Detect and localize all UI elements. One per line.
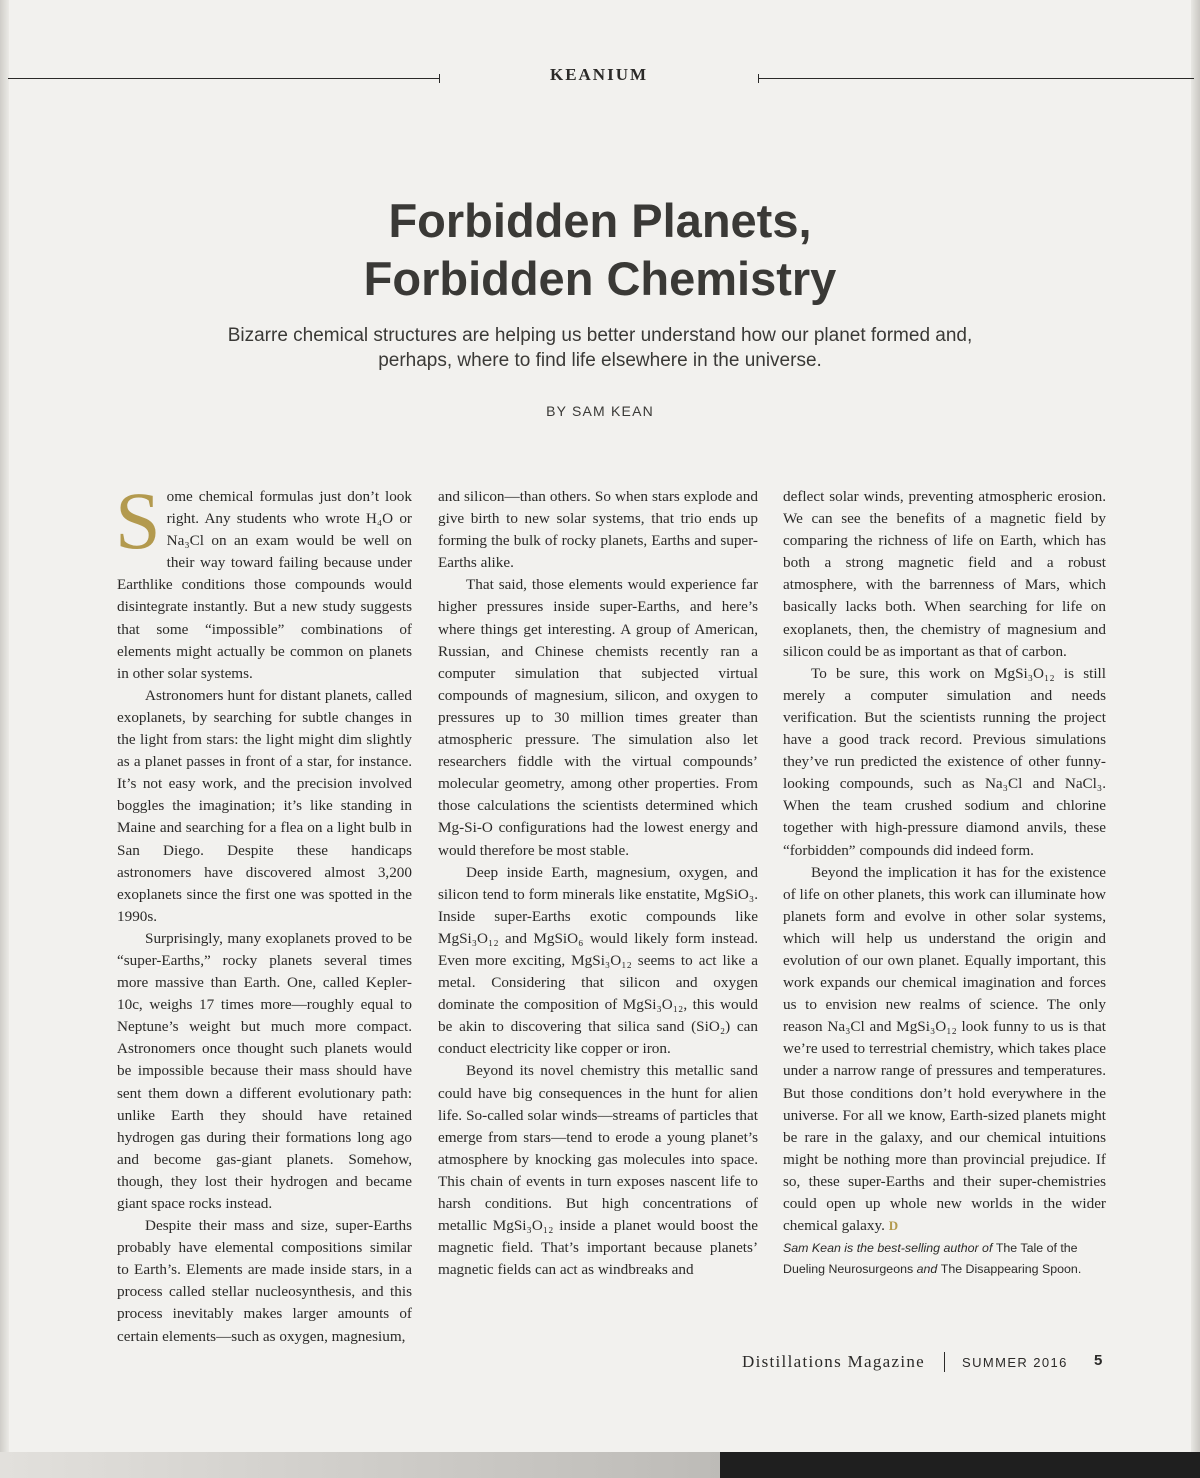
- footer-separator: [944, 1352, 945, 1372]
- paragraph: Beyond its novel chemistry this metallic sand could have big consequences in the hunt for alien life. So-called solar winds—streams of particles that emerge from stars—tend to erode a young planet’s atmosphere by knocking gas molecules into space. This chain of events in turn exposes nascent life to harsh conditions. But high concentrations of metallic MgSi₃O₁₂ inside a planet would boost the magnetic field. That’s important because planets’ magnetic fields can act as windbreaks and: [438, 1062, 758, 1279]
- header-rule-right: [758, 78, 1194, 79]
- paragraph: To be sure, this work on MgSi₃O₁₂ is still merely a computer simulation and needs verification. But the scientists running the project have a good track record. Previous simulations they’ve run predicted the existence of other funny-looking compounds, such as Na₃Cl and NaCl₃. When the team crushed sodium and chlorine together with high-pressure diamond anvils, these “forbidden” compounds did indeed form.: [783, 664, 1106, 859]
- footer-magazine: Distillations Magazine: [742, 1352, 925, 1371]
- article-title: [200, 192, 1000, 308]
- paragraph: Despite their mass and size, super-Earths probably have elemental compositions similar to Earth’s. Elements are made inside stars, in a process called stellar nucleosynthesis, and this process inevitably makes larger amounts of certain elements—such as oxygen, magnesium,: [117, 1217, 412, 1345]
- paragraph: Some chemical formulas just don’t look right. Any students who wrote H₄O or Na₃Cl on an exam would be well on their way toward failing because under Earthlike conditions those compounds would disintegrate instantly. But a new study suggests that some “impossible” combinations of elements might actually be common on planets in other solar systems.: [115, 475, 412, 682]
- column-3: [783, 486, 1106, 1280]
- paragraph: Surprisingly, many exoplanets proved to be “super-Earths,” rocky planets several times more massive than Earth. One, called Kepler-10c, weighs 17 times more—roughly equal to Neptune’s weight but much more compact. Astronomers once thought such planets would be impossible because their mass should have sent them down a different evolutionary path: unlike Earth they should have retained hydrogen gas during their formations long ago and become gas-giant planets. Somehow, though, they lost their hydrogen and became giant space rocks instead.: [117, 929, 412, 1212]
- byline: BY SAM KEAN: [546, 403, 654, 419]
- page-edge: [0, 0, 9, 1478]
- page-number: 5: [1094, 1352, 1103, 1369]
- section-header: [8, 65, 1188, 95]
- title-line-2: Forbidden Chemistry: [363, 252, 837, 305]
- section-label: KEANIUM: [549, 65, 649, 84]
- page-edge-right: [1191, 0, 1200, 1478]
- paragraph: Deep inside Earth, magnesium, oxygen, and silicon tend to form minerals like enstatite, MgSiO₃. Inside super-Earths exotic compounds like MgSi₃O₁₂ and MgSiO₆ would likely form instead. Even more exciting, MgSi₃O₁₂ seems to act like a metal. Considering that silicon and oxygen dominate the composition of MgSi₃O₁₂, this would be akin to discovering that silica sand (SiO₂) can conduct electricity like copper or iron.: [438, 863, 758, 1058]
- title-line-1: Forbidden Planets,: [388, 194, 812, 247]
- footer-issue: SUMMER 2016: [962, 1355, 1068, 1370]
- end-mark-icon: D: [888, 1218, 899, 1234]
- header-rule-left: [8, 78, 440, 79]
- paragraph: and silicon—than others. So when stars explode and give birth to new solar systems, that trio ends up forming the bulk of rocky planets, Earths and super-Earths alike.: [438, 488, 758, 572]
- column-2: [438, 486, 758, 1281]
- paragraph: That said, those elements would experience far higher pressures inside super-Earths, and here’s where things get interesting. A group of American, Russian, and Chinese chemists recently ran a computer simulation that subjected virtual compounds of magnesium, silicon, and oxygen to pressures up to 30 million times greater than atmospheric pressure. The simulation also let researchers fiddle with the virtual compounds’ molecular geometry, among other properties. From those calculations the scientists determined which Mg-Si-O configurations had the lowest energy and would therefore be most stable.: [438, 576, 758, 859]
- author-bio: Sam Kean is the best-selling author of The Tale of the Dueling Neurosurgeons and The Disappearing Spoon.: [783, 1241, 1082, 1277]
- paragraph: deflect solar winds, preventing atmospheric erosion. We can see the benefits of a magnetic field by comparing the richness of life on Earth, which has both a strong magnetic field and a robust atmosphere, with the barrenness of Mars, which basically lacks both. When searching for life on exoplanets, then, the chemistry of magnesium and silicon could be as important as that of carbon.: [783, 488, 1106, 660]
- drop-cap: S: [115, 475, 161, 566]
- page-bottom-edge: [0, 1452, 1200, 1478]
- paragraph: Astronomers hunt for distant planets, called exoplanets, by searching for subtle changes in the light from stars: the light might dim slightly as a planet passes in front of a star, for instance. It’s not easy work, and the precision involved boggles the imagination; it’s like standing in Maine and searching for a flea on a light bulb in San Diego. Despite these handicaps astronomers have discovered almost 3,200 exoplanets since the first one was spotted in the 1990s.: [117, 686, 412, 925]
- article-subtitle: Bizarre chemical structures are helping us better understand how our planet formed and, perhaps, where to find life elsewhere in the universe.: [227, 325, 973, 371]
- column-1: [115, 475, 412, 1348]
- paragraph: Beyond the implication it has for the existence of life on other planets, this work can illuminate how planets form and evolve in other solar systems, which will help us understand the origin and evolution of our own planet. Equally important, this work expands our chemical imagination and forces us to envision new realms of science. The only reason Na₃Cl and MgSi₃O₁₂ look funny to us is that we’re used to terrestrial chemistry, which takes place under a narrow range of pressures and temperatures. But those conditions don’t hold everywhere in the universe. For all we know, Earth-sized planets might be rare in the galaxy, and our chemical intuitions might be nothing more than provincial prejudice. If so, these super-Earths and their super-chemistries could open up whole new worlds in the wider chemical galaxy. D: [783, 863, 1106, 1235]
